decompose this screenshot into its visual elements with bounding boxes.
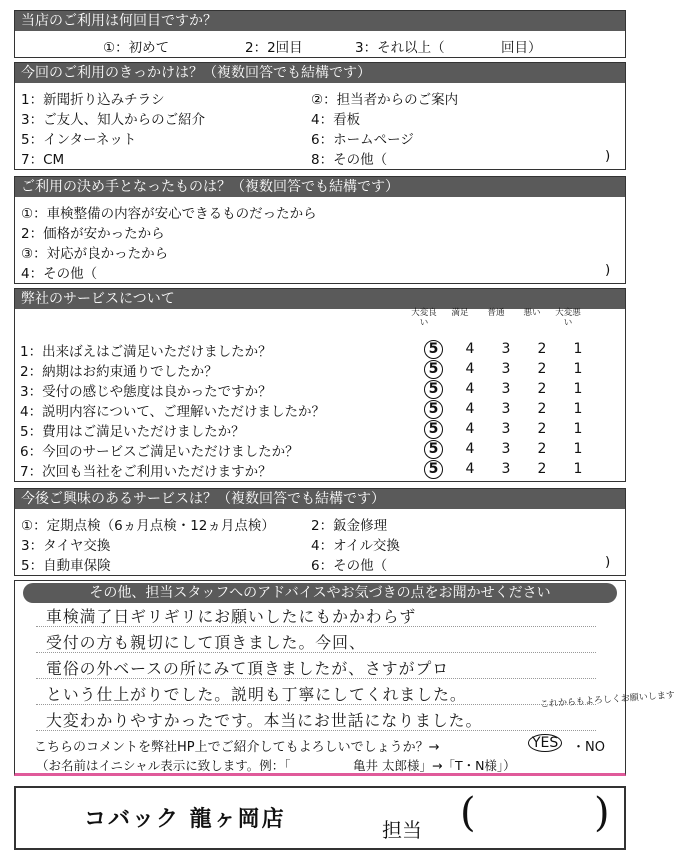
staff-label: 担当 [382, 818, 422, 842]
rating-option[interactable]: 2 [537, 381, 547, 397]
deciding-factor-section [14, 176, 626, 284]
option-staff-guide[interactable]: ②：担当者からのご案内 [311, 92, 459, 108]
rating-option[interactable]: 3 [501, 461, 511, 477]
rating-option[interactable]: 1 [573, 461, 583, 477]
rating-scale [416, 340, 596, 359]
rating-option[interactable]: 4 [465, 341, 475, 357]
rating-option[interactable]: 5 [424, 420, 443, 439]
paren-close: ) [594, 790, 610, 836]
visit-count-section [14, 10, 626, 58]
rating-question: 2：納期はお約束通りでしたか？ [20, 364, 218, 380]
rating-option[interactable]: 3 [501, 381, 511, 397]
rating-option[interactable]: 1 [573, 381, 583, 397]
rating-option[interactable]: 5 [424, 460, 443, 479]
rating-option[interactable]: 5 [424, 380, 443, 399]
rating-option[interactable]: 2 [537, 341, 547, 357]
rating-scale [416, 360, 596, 379]
rating-option[interactable]: 4 [465, 401, 475, 417]
comment-line-1: 車検満了日ギリギリにお願いしたにもかかわらず [46, 607, 417, 626]
option-other[interactable]: 8：その他（ [311, 152, 388, 168]
rating-option[interactable]: 3 [501, 341, 511, 357]
rating-option[interactable]: 1 [573, 341, 583, 357]
store-name: コバック 龍ヶ岡店 [84, 807, 286, 832]
option-flyer[interactable]: 1：新聞折り込みチラシ [21, 92, 165, 108]
option-other[interactable]: 6：その他（ [311, 558, 388, 574]
level-label-3: 普通 [487, 308, 505, 318]
section-header: ご利用の決め手となったものは？（複数回答でも結構です） [15, 177, 625, 197]
option-service[interactable]: ③：対応が良かったから [21, 246, 169, 262]
option-internet[interactable]: 5：インターネット [21, 132, 137, 148]
consent-question: こちらのコメントを弊社HP上でご紹介してもよろしいでしょうか？→ [34, 740, 440, 755]
rating-option[interactable]: 1 [573, 441, 583, 457]
option-first-time[interactable]: ①：初めて [103, 40, 170, 56]
rating-scale [416, 420, 596, 439]
rating-scale [416, 460, 596, 479]
rating-option[interactable]: 2 [537, 401, 547, 417]
rating-option[interactable]: 3 [501, 441, 511, 457]
option-other[interactable]: 4：その他（ [21, 266, 98, 282]
rating-option[interactable]: 1 [573, 401, 583, 417]
paren-close: ) [605, 148, 611, 164]
consent-no[interactable]: ・NO [572, 740, 605, 755]
rating-question: 1：出来ばえはご満足いただけましたか？ [20, 344, 272, 360]
option-cm[interactable]: 7：CM [21, 152, 65, 168]
section-header: 今後ご興味のあるサービスは？（複数回答でも結構です） [15, 489, 625, 509]
rating-question: 6：今回のサービスご満足いただけましたか？ [20, 444, 299, 460]
paren-open: ( [460, 790, 476, 836]
comment-line-4: という仕上がりでした。説明も丁寧にしてくれました。 [46, 685, 467, 704]
rating-option[interactable]: 2 [537, 441, 547, 457]
rating-option[interactable]: 3 [501, 401, 511, 417]
rating-question: 5：費用はご満足いただけましたか？ [20, 424, 245, 440]
option-periodic-check[interactable]: ①：定期点検（6ヵ月点検・12ヵ月点検） [21, 518, 275, 534]
section-header: 当店のご利用は何回目ですか？ [15, 11, 625, 31]
option-oil[interactable]: 4：オイル交換 [311, 538, 400, 554]
option-friend[interactable]: 3：ご友人、知人からのご紹介 [21, 112, 206, 128]
rating-option[interactable]: 1 [573, 421, 583, 437]
level-label-4: 満足 [451, 308, 469, 318]
option-more-suffix: 回目） [501, 40, 542, 56]
paren-close: ) [605, 262, 611, 278]
option-second-time[interactable]: 2：2回目 [245, 40, 303, 56]
rating-question: 3：受付の感じや態度は良かったですか？ [20, 384, 272, 400]
margin-note: これからもよろしくお願いします [539, 690, 675, 710]
rating-option[interactable]: 3 [501, 421, 511, 437]
rating-scale [416, 400, 596, 419]
rating-scale [416, 380, 596, 399]
section-header: 今回のご利用のきっかけは？（複数回答でも結構です） [15, 63, 625, 83]
rating-option[interactable]: 5 [424, 400, 443, 419]
rating-option[interactable]: 5 [424, 360, 443, 379]
rating-option[interactable]: 2 [537, 461, 547, 477]
initial-note-example: 亀井 太郎様」→「T・N様」） [353, 758, 516, 773]
rating-option[interactable]: 4 [465, 461, 475, 477]
consent-yes[interactable]: YES [528, 734, 562, 752]
rating-option[interactable]: 5 [424, 340, 443, 359]
rating-question: 4：説明内容について、ご理解いただけましたか？ [20, 404, 326, 420]
option-insurance[interactable]: 5：自動車保険 [21, 558, 111, 574]
section-header: 弊社のサービスについて [15, 289, 625, 309]
rating-option[interactable]: 4 [465, 421, 475, 437]
rating-scale [416, 440, 596, 459]
rating-question: 7：次回も当社をご利用いただけますか？ [20, 464, 272, 480]
store-footer [14, 786, 626, 850]
level-label-5: 大変良い [411, 308, 437, 328]
comment-line-5: 大変わかりやすかったです。本当にお世話になりました。 [46, 711, 483, 730]
option-inspection-content[interactable]: ①：車検整備の内容が安心できるものだったから [21, 206, 317, 222]
rating-option[interactable]: 3 [501, 361, 511, 377]
rating-option[interactable]: 1 [573, 361, 583, 377]
paren-close: ) [605, 554, 611, 570]
comment-line-3: 電俗の外ベースの所にみて頂きましたが、さすがプロ [46, 659, 450, 678]
rating-option[interactable]: 4 [465, 441, 475, 457]
option-tire[interactable]: 3：タイヤ交換 [21, 538, 111, 554]
option-sheet-metal[interactable]: 2：鈑金修理 [311, 518, 388, 534]
trigger-section [14, 62, 626, 170]
section-header: その他、担当スタッフへのアドバイスやお気づきの点をお聞かせください [23, 583, 617, 603]
rating-option[interactable]: 4 [465, 361, 475, 377]
option-signboard[interactable]: 4：看板 [311, 112, 361, 128]
interest-section [14, 488, 626, 576]
rating-option[interactable]: 2 [537, 361, 547, 377]
comment-line-2: 受付の方も親切にして頂きました。今回、 [46, 633, 366, 652]
option-homepage[interactable]: 6：ホームページ [311, 132, 414, 148]
option-price[interactable]: 2：価格が安かったから [21, 226, 165, 242]
level-label-2: 悪い [523, 308, 541, 318]
option-more[interactable]: 3：それ以上（ [355, 40, 445, 56]
rating-option[interactable]: 4 [465, 381, 475, 397]
rating-option[interactable]: 5 [424, 440, 443, 459]
initial-note: （お名前はイニシャル表示に致します。例：「 [36, 758, 291, 773]
rating-option[interactable]: 2 [537, 421, 547, 437]
level-label-1: 大変悪い [555, 308, 581, 328]
